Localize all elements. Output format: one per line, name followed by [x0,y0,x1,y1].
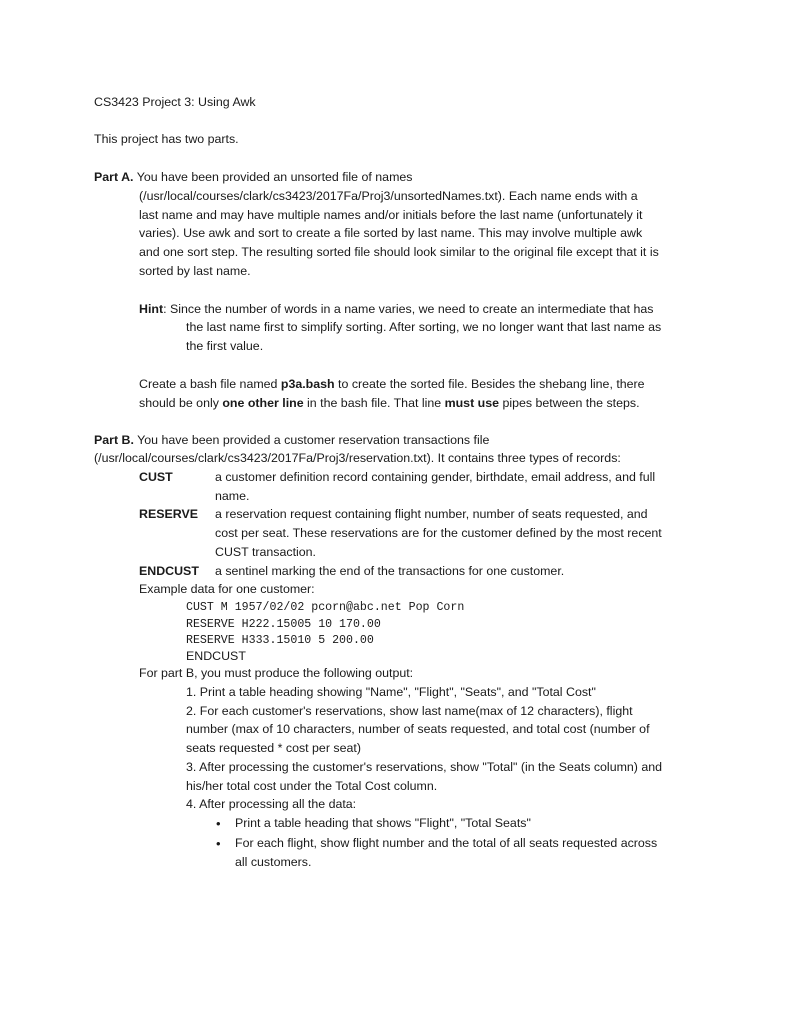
bullet-icon: • [216,836,221,851]
part-b-first-line [94,433,489,448]
one-line-rule: should be only one other line in the bash file. That line must use pipes between the steps. [139,396,640,410]
bash-filename: p3a.bash [280,377,335,391]
bullet-item: Print a table heading that shows "Flight", "Total Seats" [235,816,531,830]
part-a-first-line [94,170,412,185]
part-b-label: Part B. [94,433,134,447]
hint-label: Hint [139,302,164,316]
output-step: number (max of 10 characters, number of seats requested, and total cost (number of [186,722,650,736]
part-a-line: sorted by last name. [139,264,251,278]
output-step: 4. After processing all the data: [186,797,357,811]
output-step: his/her total cost under the Total Cost column. [186,779,438,793]
record-desc: a sentinel marking the end of the transactions for one customer. [215,564,565,578]
example-label: Example data for one customer: [139,582,315,596]
bullet-icon: • [216,816,221,831]
part-a-label: Part A. [94,170,134,184]
bullet-item: For each flight, show flight number and the total of all seats requested across [235,836,658,850]
part-a-text: You have been provided an unsorted file of names [133,170,413,184]
hint-line: the last name first to simplify sorting. After sorting, we no longer want that last name as [186,320,662,334]
document-title: CS3423 Project 3: Using Awk [94,95,256,109]
part-a-line: varies). Use awk and sort to create a file sorted by last name. This may involve multiple awk [139,226,643,240]
record-desc: a reservation request containing flight number, number of seats requested, and [215,507,648,521]
part-b-text: You have been provided a customer reservation transactions file [133,433,490,447]
example-code-line: CUST M 1957/02/02 pcorn@abc.net Pop Corn [186,601,465,614]
example-code-line: RESERVE H333.15010 5 200.00 [186,634,374,647]
part-a-line: and one sort step. The resulting sorted file should look similar to the original file except that it is [139,245,659,259]
record-desc: cost per seat. These reservations are for the customer defined by the most recent [215,526,662,540]
example-code-line: RESERVE H222.15005 10 170.00 [186,618,381,631]
record-name-endcust: ENDCUST [139,564,199,578]
intro-text: This project has two parts. [94,132,239,146]
output-step: 2. For each customer's reservations, show last name(max of 12 characters), flight [186,704,633,718]
part-b-line: (/usr/local/courses/clark/cs3423/2017Fa/Proj3/reservation.txt). It contains three types of records: [94,451,621,465]
output-intro: For part B, you must produce the following output: [139,666,414,680]
bullet-item-continued: all customers. [235,855,312,869]
hint-first-line [139,302,654,317]
part-a-line: (/usr/local/courses/clark/cs3423/2017Fa/Proj3/unsortedNames.txt). Each name ends with a [139,189,638,203]
part-a-line: last name and may have multiple names and/or initials before the last name (unfortunately it [139,208,643,222]
hint-line: the first value. [186,339,264,353]
record-name-cust: CUST [139,470,173,484]
record-name-reserve: RESERVE [139,507,198,521]
record-desc: name. [215,489,250,503]
output-step: 3. After processing the customer's reservations, show "Total" (in the Seats column) and [186,760,663,774]
output-step: seats requested * cost per seat) [186,741,361,755]
output-step: 1. Print a table heading showing "Name", "Flight", "Seats", and "Total Cost" [186,685,596,699]
hint-text: : Since the number of words in a name varies, we need to create an intermediate that has [163,302,654,316]
record-desc: CUST transaction. [215,545,317,559]
example-code-line: ENDCUST [186,649,246,663]
create-bash-line: Create a bash file named p3a.bash to create the sorted file. Besides the shebang line, there [139,377,645,391]
record-desc: a customer definition record containing gender, birthdate, email address, and full [215,470,656,484]
